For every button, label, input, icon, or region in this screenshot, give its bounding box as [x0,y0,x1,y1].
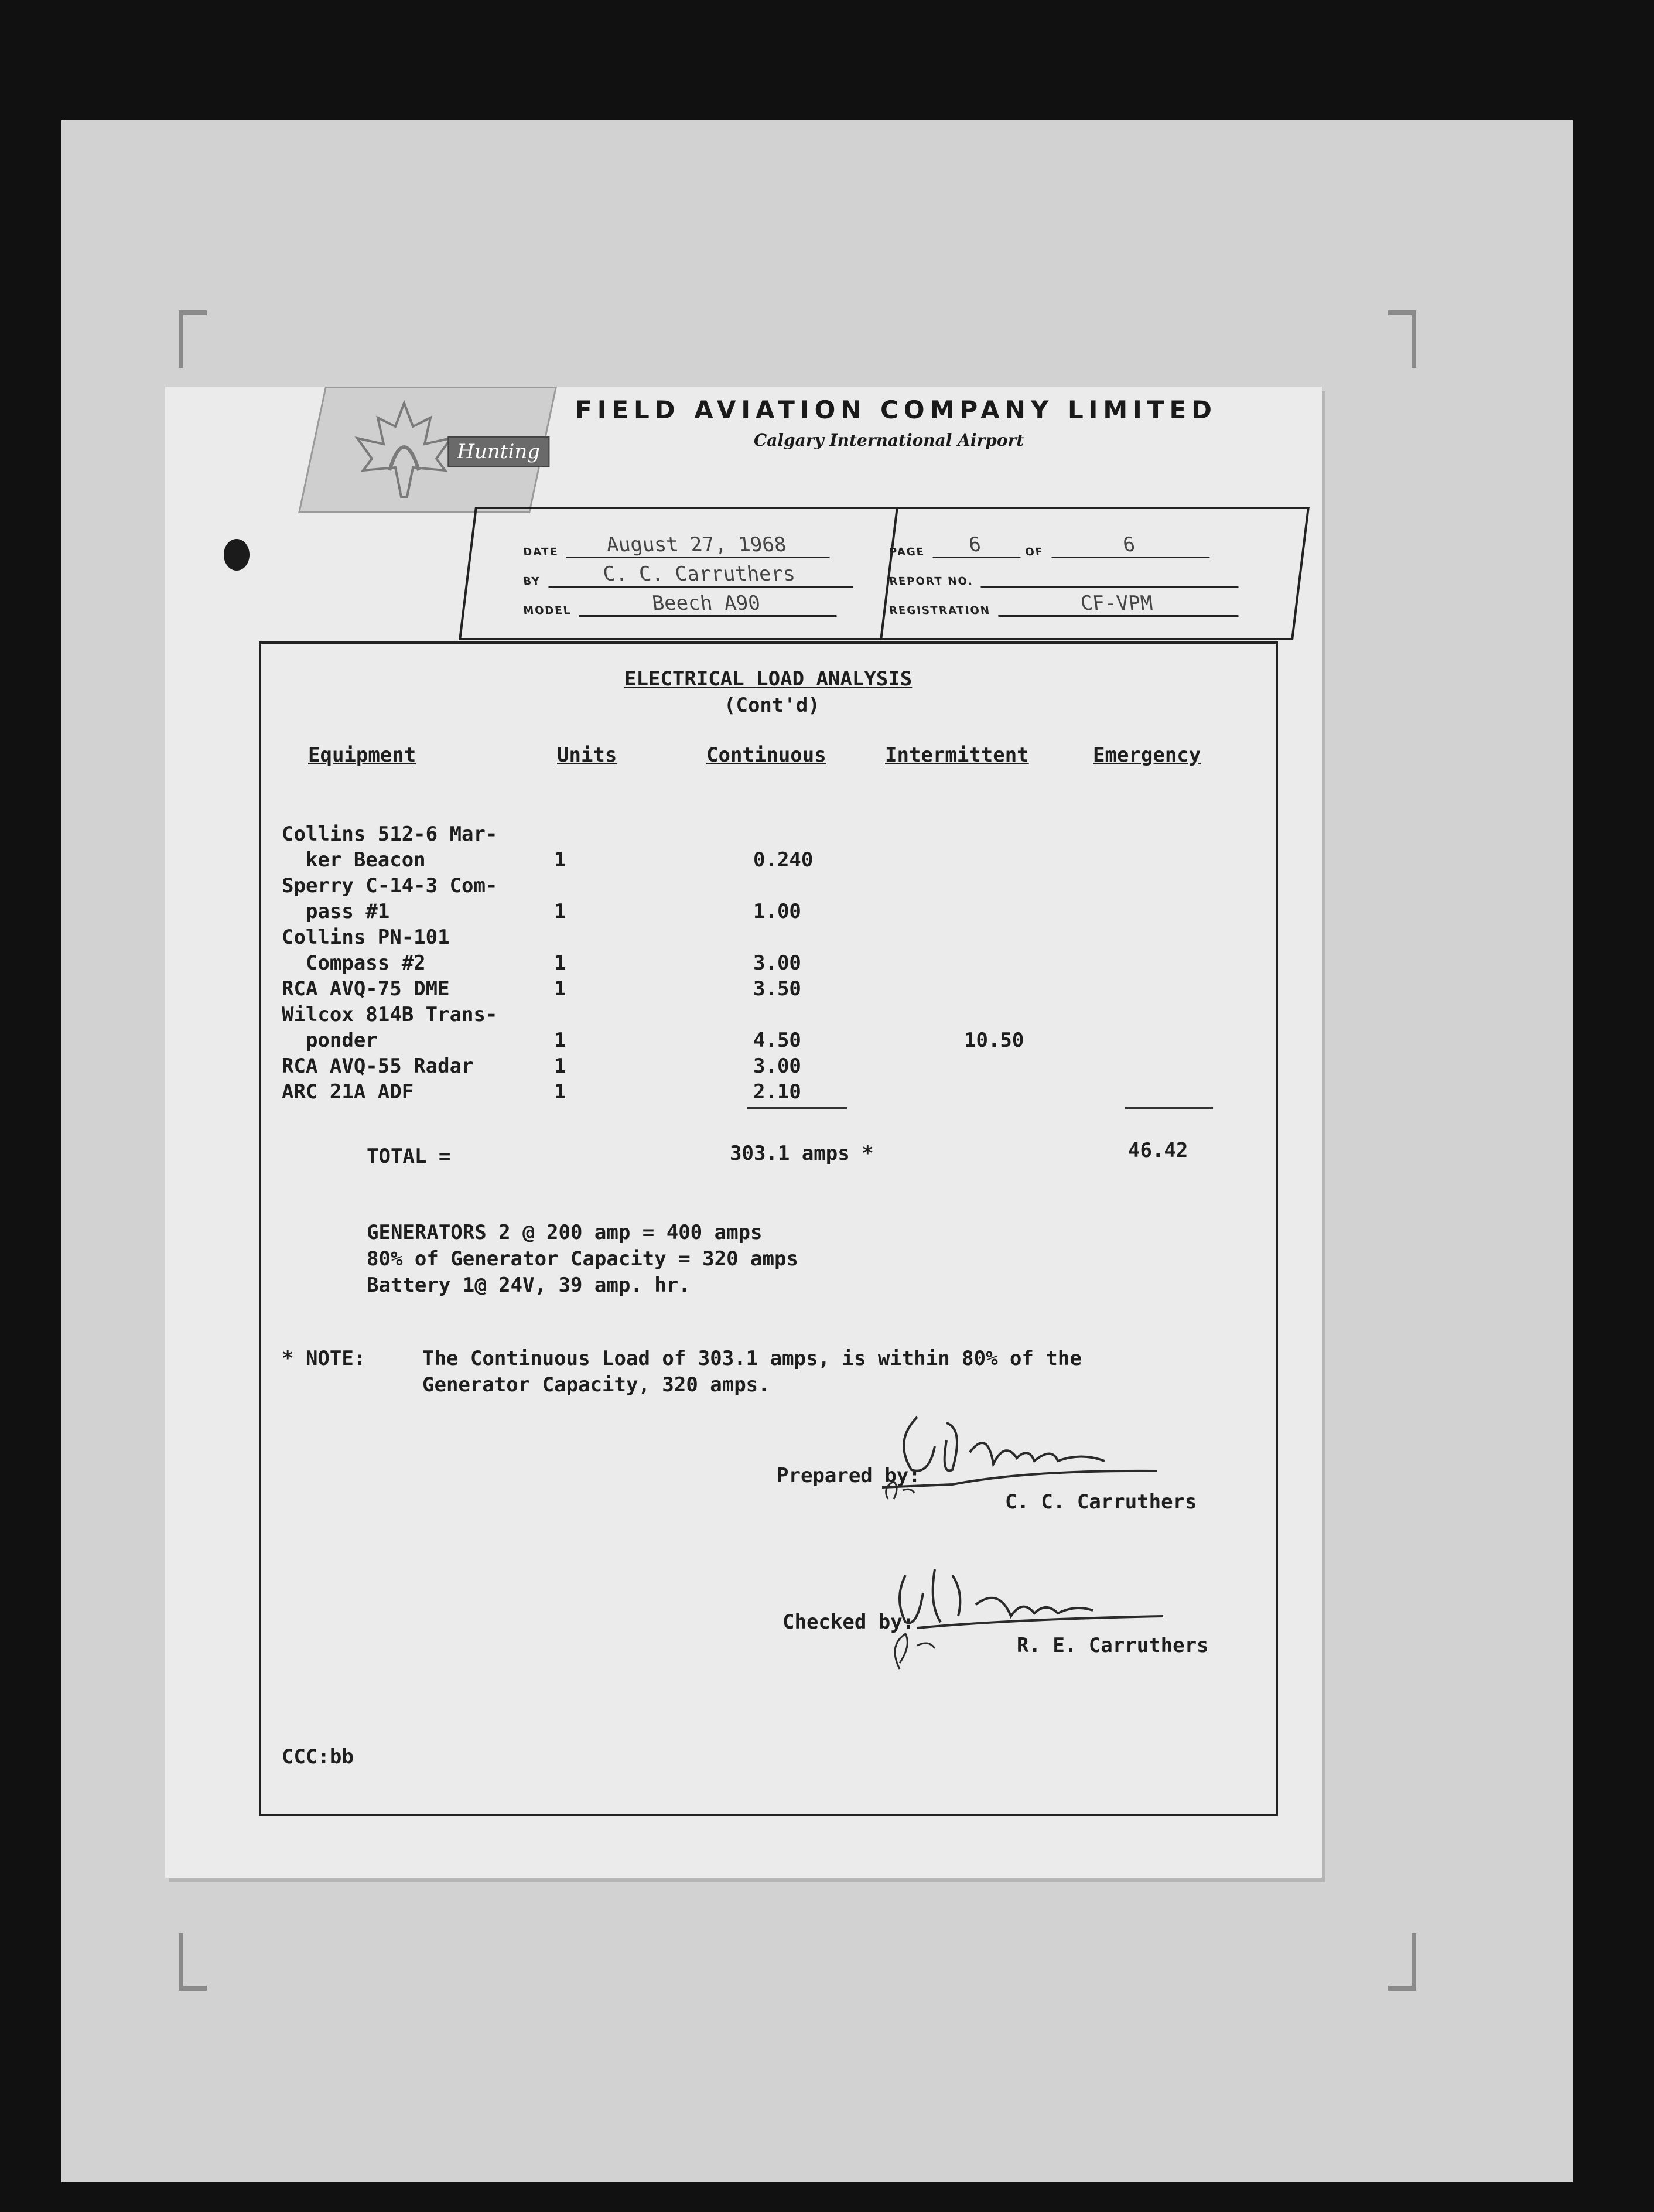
units-value: 1 [554,900,566,923]
total-label: TOTAL = [367,1145,451,1168]
equipment-name-line: ponder [282,1029,378,1052]
units-value: 1 [554,1054,566,1078]
total-emergency: 46.42 [1128,1139,1188,1162]
page-field: PAGE 6 OF 6 [887,533,1209,558]
equipment-name-line: Collins 512-6 Mar- [282,822,498,846]
document-sheet [165,387,1322,1878]
column-header: Units [557,743,617,767]
checked-label: Checked by: [782,1610,915,1634]
company-name: FIELD AVIATION COMPANY LIMITED [575,395,1217,424]
sum-rule [747,1107,847,1109]
analysis-subtitle: (Cont'd) [724,694,820,717]
maple-leaf-icon [348,400,460,500]
prepared-label: Prepared by: [777,1464,921,1487]
page-value: 6 [929,533,1020,558]
equipment-name-line: Collins PN-101 [282,926,450,949]
punch-hole [224,539,250,571]
column-header: Emergency [1093,743,1201,767]
equipment-name-line: Wilcox 814B Trans- [282,1003,498,1026]
note-line: The Continuous Load of 303.1 amps, is within 80% of the [422,1347,1082,1370]
generators-line: GENERATORS 2 @ 200 amp = 400 amps [367,1221,763,1244]
frame-corner [179,310,207,368]
continuous-value: 0.240 [753,848,814,872]
company-location: Calgary International Airport [754,431,1024,450]
checked-signature [882,1558,1187,1675]
registration-value: CF-VPM [995,592,1238,617]
units-value: 1 [554,1029,566,1052]
model-field: MODEL Beech A90 [521,592,836,617]
equipment-name-line: Compass #2 [282,951,426,975]
sum-rule [1125,1107,1213,1109]
total-continuous: 303.1 amps * [730,1142,874,1165]
continuous-value: 3.00 [753,1054,801,1078]
logo-text: Hunting [447,436,549,467]
equipment-name-line: ker Beacon [282,848,426,872]
continuous-value: 3.00 [753,951,801,975]
prepared-name: C. C. Carruthers [1005,1490,1197,1514]
analysis-body [259,641,1278,1816]
equipment-name-line: ARC 21A ADF [282,1080,414,1104]
equipment-name-line: Sperry C-14-3 Com- [282,874,498,897]
by-field: BY C. C. Carruthers [521,562,853,588]
report-value [978,562,1238,588]
units-value: 1 [554,977,566,1001]
equipment-name-line: pass #1 [282,900,390,923]
checked-name: R. E. Carruthers [1017,1634,1209,1657]
continuous-value: 4.50 [753,1029,801,1052]
by-value: C. C. Carruthers [545,562,853,588]
column-header: Equipment [308,743,416,767]
typist-initials: CCC:bb [282,1745,354,1769]
column-header: Continuous [706,743,826,767]
report-field: REPORT NO. [887,562,1238,588]
frame-corner [179,1933,207,1991]
continuous-value: 3.50 [753,977,801,1001]
company-logo [298,387,557,513]
analysis-title: ELECTRICAL LOAD ANALYSIS [624,667,913,691]
column-header: Intermittent [885,743,1029,767]
generators-line: Battery 1@ 24V, 39 amp. hr. [367,1274,691,1297]
continuous-value: 2.10 [753,1080,801,1104]
units-value: 1 [554,1080,566,1104]
equipment-name-line: RCA AVQ-75 DME [282,977,450,1001]
intermittent-value: 10.50 [964,1029,1024,1052]
registration-field: REGISTRATION CF-VPM [887,592,1238,617]
model-value: Beech A90 [576,592,836,617]
date-value: August 27, 1968 [563,533,829,558]
continuous-value: 1.00 [753,900,801,923]
generators-line: 80% of Generator Capacity = 320 amps [367,1247,798,1271]
units-value: 1 [554,848,566,872]
note-line: Generator Capacity, 320 amps. [422,1373,770,1397]
frame-corner [1388,1933,1416,1991]
date-field: DATE August 27, 1968 [521,533,829,558]
equipment-name-line: RCA AVQ-55 Radar [282,1054,474,1078]
note-marker: * NOTE: [282,1347,366,1370]
units-value: 1 [554,951,566,975]
frame-corner [1388,310,1416,368]
of-value: 6 [1048,533,1209,558]
